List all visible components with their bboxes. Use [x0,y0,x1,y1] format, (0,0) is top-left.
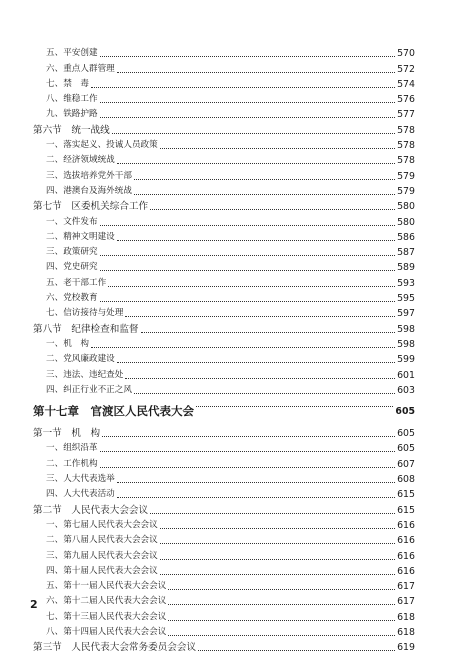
toc-entry-title: 一、组织沿革 [46,443,98,454]
toc-entry-section [33,199,415,214]
dot-leader [100,301,396,302]
toc-entry-title: 六、党校教育 [46,293,98,304]
toc-entry-title: 五、第十一届人民代表大会会议 [46,581,167,592]
toc-entry-title: 第三节 人民代表大会常务委员会会议 [33,642,197,654]
toc-entry-item [33,46,415,61]
toc-entry-section [33,426,415,441]
toc-entry-title: 七、信访接待与处理 [46,308,124,319]
toc-entry-title: 四、人大代表活动 [46,489,115,500]
toc-entry-page: 608 [397,474,415,486]
toc-entry-section [33,502,415,517]
toc-entry-page: 578 [397,140,415,152]
table-of-contents [33,46,415,655]
dot-leader [91,87,395,88]
toc-entry-title: 五、老干部工作 [46,277,107,288]
toc-entry-page: 619 [397,642,415,654]
dot-leader [117,497,395,498]
toc-entry-item [33,275,415,290]
toc-entry-item [33,367,415,382]
toc-entry-title: 一、机 构 [46,338,89,349]
toc-entry-page: 580 [397,201,415,213]
toc-entry-item [33,245,415,260]
toc-entry-page: 579 [397,185,415,197]
toc-entry-title: 一、落实起义、投诚人员政策 [46,140,158,151]
toc-entry-page: 570 [397,48,415,60]
toc-entry-page: 616 [397,565,415,577]
dot-leader [117,163,395,164]
dot-leader [198,650,395,651]
dot-leader [117,240,395,241]
toc-entry-title: 三、选拔培养党外干部 [46,170,132,181]
toc-entry-page: 576 [397,94,415,106]
toc-entry-page: 605 [395,406,415,418]
toc-entry-title: 二、精神文明建设 [46,231,115,242]
dot-leader [141,332,396,333]
toc-entry-item [33,579,415,594]
toc-entry-page: 618 [397,611,415,623]
dot-leader [117,482,395,483]
toc-entry-title: 一、第七届人民代表大会会议 [46,519,158,530]
toc-entry-item [33,92,415,107]
toc-entry-title: 三、人大代表选举 [46,474,115,485]
dot-leader [150,209,395,210]
toc-entry-title: 四、党史研究 [46,262,98,273]
dot-leader [196,406,393,407]
toc-entry-page: 615 [397,504,415,516]
toc-entry-page: 572 [397,63,415,75]
toc-entry-item [33,306,415,321]
toc-entry-page: 616 [397,550,415,562]
toc-entry-title: 三、政策研究 [46,247,98,258]
dot-leader [100,102,396,103]
toc-entry-page: 616 [397,535,415,547]
toc-entry-item [33,456,415,471]
dot-leader [125,378,395,379]
toc-entry-page: 587 [397,247,415,259]
toc-entry-title: 四、第十届人民代表大会会议 [46,565,158,576]
toc-entry-title: 三、第九届人民代表大会会议 [46,550,158,561]
toc-entry-page: 616 [397,519,415,531]
toc-entry-item [33,564,415,579]
toc-entry-title: 一、文件发布 [46,216,98,227]
toc-entry-title: 八、维稳工作 [46,94,98,105]
dot-leader [100,451,396,452]
toc-entry-item [33,107,415,122]
toc-entry-page: 599 [397,354,415,366]
toc-entry-title: 第八节 纪律检查和监督 [33,323,139,335]
toc-entry-title: 二、工作机构 [46,458,98,469]
toc-entry-title: 第十七章 官渡区人民代表大会 [33,404,194,419]
toc-entry-item [33,472,415,487]
toc-entry-chapter [33,398,415,426]
toc-entry-page: 595 [397,293,415,305]
toc-entry-title: 三、违法、违纪查处 [46,369,124,380]
toc-entry-page: 598 [397,323,415,335]
toc-entry-item [33,487,415,502]
toc-entry-title: 六、重点人群管理 [46,63,115,74]
toc-entry-title: 第六节 统一战线 [33,124,110,136]
toc-entry-title: 八、第十四届人民代表大会会议 [46,626,167,637]
dot-leader [112,133,395,134]
toc-entry-page: 617 [397,581,415,593]
toc-entry-title: 七、禁 毒 [46,78,89,89]
toc-entry-page: 617 [397,596,415,608]
dot-leader [134,194,395,195]
toc-entry-page: 601 [397,369,415,381]
toc-entry-item [33,337,415,352]
toc-entry-page: 615 [397,489,415,501]
toc-entry-page: 598 [397,338,415,350]
toc-entry-title: 第二节 人民代表大会会议 [33,504,149,516]
toc-entry-title: 第七节 区委机关综合工作 [33,201,149,213]
toc-entry-page: 607 [397,458,415,470]
toc-entry-page: 597 [397,308,415,320]
toc-entry-page: 618 [397,626,415,638]
dot-leader [134,179,395,180]
toc-entry-page: 589 [397,262,415,274]
toc-entry-title: 二、经济领域统战 [46,155,115,166]
dot-leader [160,574,395,575]
toc-entry-item [33,533,415,548]
dot-leader [150,513,395,514]
toc-entry-title: 二、第八届人民代表大会会议 [46,535,158,546]
toc-entry-title: 第一节 机 构 [33,428,101,440]
toc-entry-section [33,321,415,336]
dot-leader [100,56,396,57]
dot-leader [102,436,395,437]
toc-entry-title: 五、平安创建 [46,48,98,59]
toc-entry-item [33,153,415,168]
toc-entry-title: 四、港澳台及海外统战 [46,185,132,196]
toc-entry-page: 580 [397,216,415,228]
toc-entry-item [33,352,415,367]
dot-leader [168,604,395,605]
toc-entry-page: 579 [397,170,415,182]
toc-entry-item [33,168,415,183]
dot-leader [160,543,395,544]
toc-entry-item [33,77,415,92]
dot-leader [100,225,396,226]
toc-entry-item [33,594,415,609]
toc-entry-title: 七、第十三届人民代表大会会议 [46,611,167,622]
dot-leader [117,72,395,73]
dot-leader [125,316,395,317]
dot-leader [100,270,396,271]
page-number: 2 [30,598,38,611]
dot-leader [160,559,395,560]
toc-entry-section [33,640,415,655]
toc-entry-item [33,291,415,306]
toc-entry-item [33,518,415,533]
dot-leader [100,117,396,118]
toc-entry-item [33,230,415,245]
dot-leader [168,620,395,621]
toc-entry-item [33,625,415,640]
toc-entry-title: 九、铁路护路 [46,109,98,120]
toc-entry-title: 四、纠正行业不正之风 [46,384,132,395]
toc-entry-item [33,548,415,563]
toc-entry-page: 603 [397,384,415,396]
toc-entry-page: 605 [397,443,415,455]
dot-leader [168,589,395,590]
toc-entry-page: 574 [397,78,415,90]
toc-entry-item [33,184,415,199]
dot-leader [100,255,396,256]
toc-entry-title: 六、第十二届人民代表大会会议 [46,596,167,607]
toc-entry-item [33,383,415,398]
dot-leader [160,528,395,529]
toc-entry-item [33,214,415,229]
dot-leader [100,467,396,468]
dot-leader [117,362,395,363]
dot-leader [160,148,395,149]
toc-entry-page: 586 [397,231,415,243]
toc-entry-section [33,122,415,137]
toc-entry-page: 605 [397,428,415,440]
toc-entry-title: 二、党风廉政建设 [46,354,115,365]
toc-entry-page: 593 [397,277,415,289]
toc-entry-page: 578 [397,124,415,136]
toc-entry-page: 577 [397,109,415,121]
dot-leader [108,286,395,287]
toc-entry-item [33,260,415,275]
toc-entry-item [33,609,415,624]
toc-entry-item [33,441,415,456]
toc-entry-item [33,138,415,153]
dot-leader [91,347,395,348]
dot-leader [134,393,395,394]
toc-entry-item [33,61,415,76]
toc-entry-page: 578 [397,155,415,167]
